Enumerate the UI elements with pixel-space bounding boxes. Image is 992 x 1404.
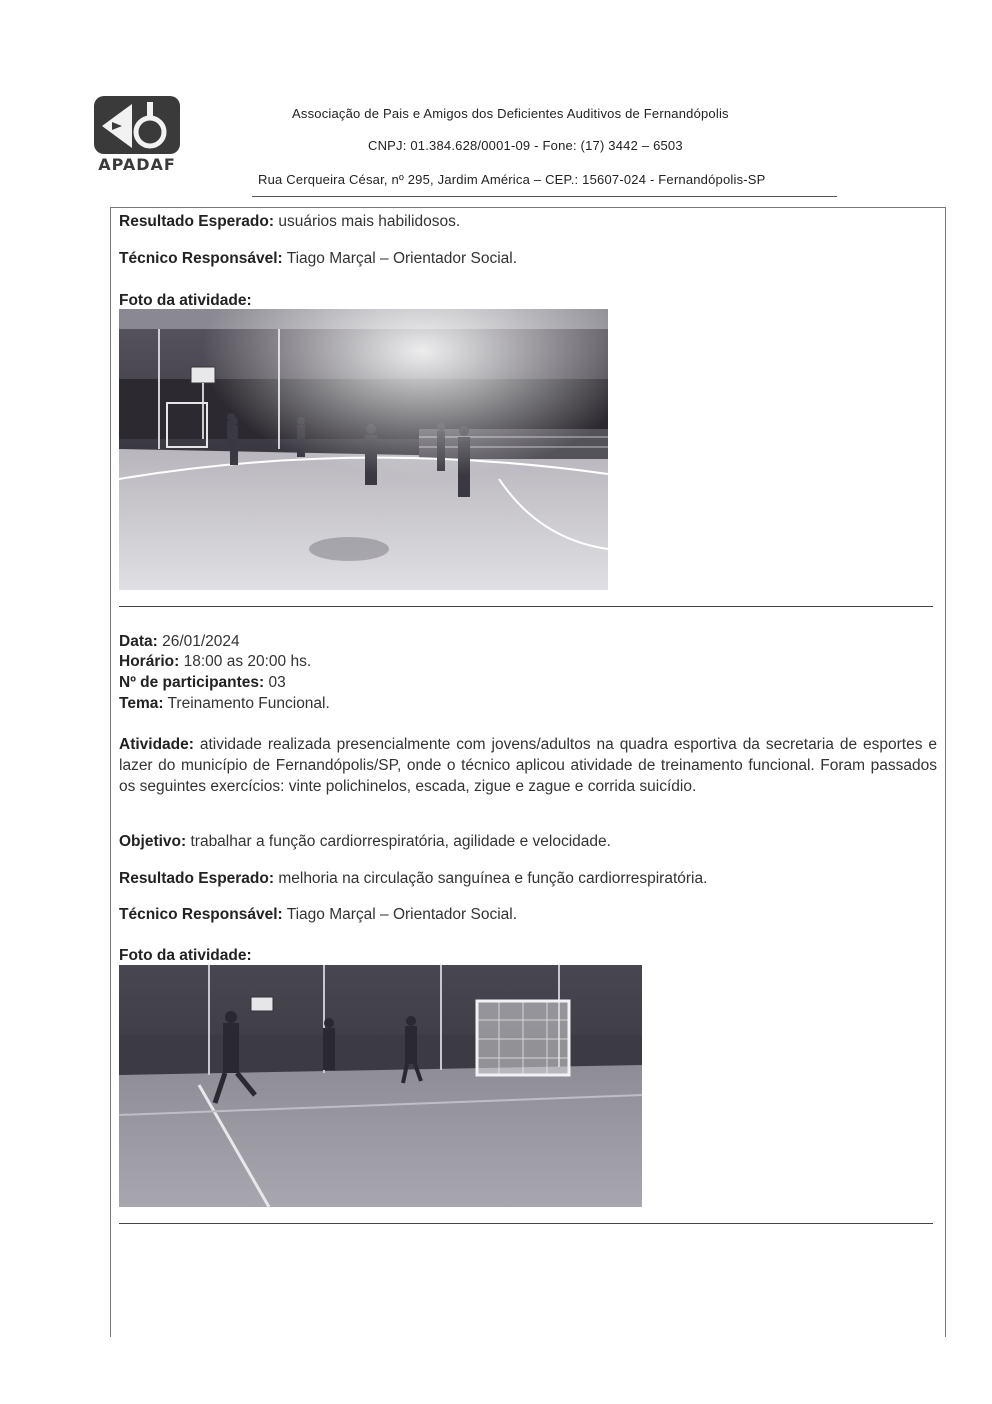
tecnico-value: Tiago Marçal – Orientador Social. bbox=[282, 250, 518, 267]
objetivo-field bbox=[119, 832, 611, 852]
foto-label-2 bbox=[119, 946, 252, 966]
horario-field bbox=[119, 652, 311, 672]
foto-label-text: Foto da atividade: bbox=[119, 292, 252, 309]
frame-left-border bbox=[110, 207, 111, 1337]
atividade-label: Atividade: bbox=[119, 736, 194, 753]
resultado-label: Resultado Esperado: bbox=[119, 213, 275, 230]
section-separator-2 bbox=[119, 1223, 933, 1224]
tema-field bbox=[119, 694, 330, 714]
atividade-paragraph bbox=[119, 734, 937, 797]
objetivo-label: Objetivo: bbox=[119, 833, 187, 850]
frame-right-border bbox=[945, 207, 946, 1337]
org-name: Associação de Pais e Amigos dos Deficientes Auditivos de Fernandópolis bbox=[292, 106, 729, 121]
horario-value: 18:00 as 20:00 hs. bbox=[179, 653, 312, 670]
tema-value: Treinamento Funcional. bbox=[163, 695, 330, 712]
resultado-value: melhoria na circulação sanguínea e função cardiorrespiratória. bbox=[274, 870, 708, 887]
foto-label-1 bbox=[119, 291, 252, 311]
tecnico-label: Técnico Responsável: bbox=[119, 250, 283, 267]
resultado-esperado-1 bbox=[119, 212, 460, 232]
frame-top-border bbox=[110, 207, 946, 208]
resultado-label: Resultado Esperado: bbox=[119, 870, 275, 887]
objetivo-value: trabalhar a função cardiorrespiratória, agilidade e velocidade. bbox=[186, 833, 611, 850]
apadaf-logo bbox=[92, 96, 182, 176]
participantes-field bbox=[119, 673, 286, 693]
resultado-esperado-2 bbox=[119, 869, 707, 889]
header-divider bbox=[252, 196, 837, 197]
address-line: Rua Cerqueira César, nº 295, Jardim América – CEP.: 15607-024 - Fernandópolis-SP bbox=[258, 172, 766, 187]
activity-photo-2 bbox=[119, 965, 642, 1207]
data-label: Data: bbox=[119, 633, 158, 650]
data-value: 26/01/2024 bbox=[157, 633, 240, 650]
resultado-value: usuários mais habilidosos. bbox=[274, 213, 461, 230]
tecnico-value: Tiago Marçal – Orientador Social. bbox=[282, 906, 518, 923]
section-separator-1 bbox=[119, 606, 933, 607]
tema-label: Tema: bbox=[119, 695, 164, 712]
logo-text: APADAF bbox=[98, 155, 176, 174]
participantes-label: Nº de participantes: bbox=[119, 674, 265, 691]
tecnico-responsavel-2 bbox=[119, 905, 517, 925]
activity-photo-1 bbox=[119, 309, 608, 590]
data-field bbox=[119, 632, 240, 652]
atividade-value: atividade realizada presencialmente com jovens/adultos na quadra esportiva da secretaria de esportes e lazer do município de Fernandópolis/SP, onde o técnico aplicou atividade de treinamento funcional. Foram passados os seguintes exercícios: vinte polichinelos, escada, zigue e zague e corrida suicídio. bbox=[119, 736, 937, 795]
tecnico-responsavel-1 bbox=[119, 249, 517, 269]
horario-label: Horário: bbox=[119, 653, 180, 670]
foto-label-text: Foto da atividade: bbox=[119, 947, 252, 964]
cnpj-line: CNPJ: 01.384.628/0001-09 - Fone: (17) 3442 – 6503 bbox=[368, 138, 683, 153]
participantes-value: 03 bbox=[264, 674, 286, 691]
tecnico-label: Técnico Responsável: bbox=[119, 906, 283, 923]
